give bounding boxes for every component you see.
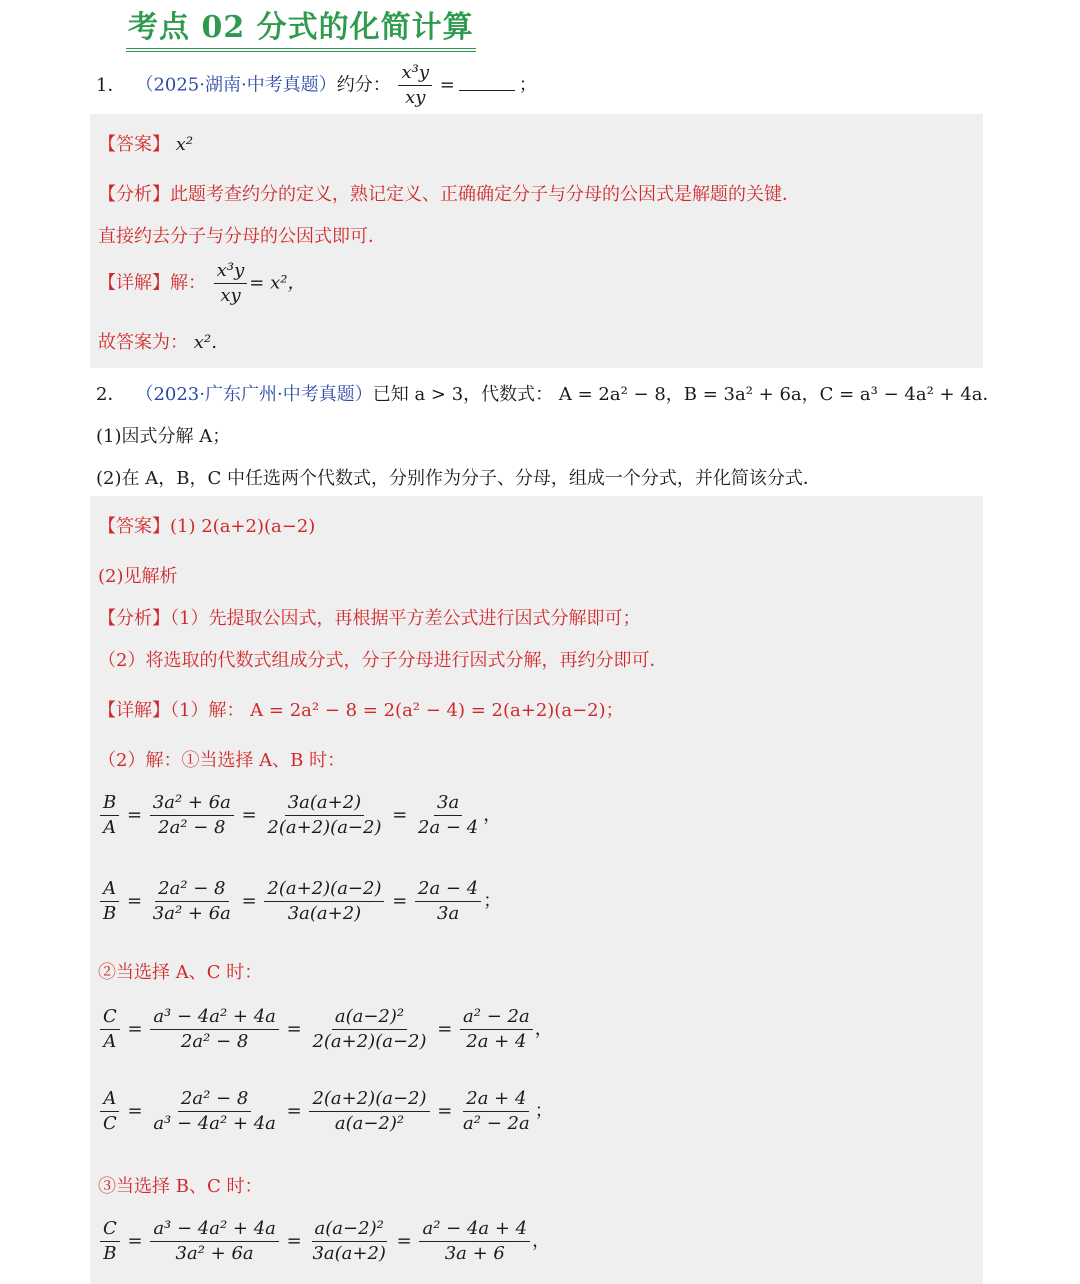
fraction: $\frac{2a - 4}{3a}$ — [415, 878, 481, 925]
analysis-line: 【分析】此题考查约分的定义，熟记定义、正确确定分子与分母的公因式是解题的关键． — [98, 184, 800, 205]
fraction: $\frac{\text{x³y}}{xy}$ — [398, 62, 432, 109]
equals-sign: = — [431, 1018, 459, 1040]
fraction: $\frac{2(a+2)(a-2)}{3a(a+2)}$ — [264, 878, 384, 925]
equals-sign: = — [235, 804, 263, 826]
solution-panel-1 — [90, 114, 983, 368]
equation-a-over-b — [98, 878, 501, 925]
punctuation: ， — [483, 804, 502, 826]
fraction: $\frac{\text{a² − 2a}}{2a + 4}$ — [460, 1006, 533, 1053]
question-source: （2025·湖南·中考真题） — [135, 74, 337, 96]
answer-line: 【答案】(1) 2(a+2)(a−2) — [98, 516, 316, 537]
fraction: $\frac{B}{A}$ — [100, 792, 119, 839]
fraction: $\frac{\text{a² − 4a + 4}}{3a + 6}$ — [419, 1218, 530, 1265]
answer-blank — [459, 76, 515, 91]
equals-sign: = — [121, 1100, 149, 1122]
fraction: $\frac{\text{2a² − 8}}{\text{a³ − 4a² + 4a}}$ — [153, 1088, 276, 1134]
question-stem: 已知 a > 3，代数式： A = 2a² − 8，B = 3a² + 6a，C = a³ − 4a² + 4a． — [372, 384, 1001, 405]
fraction: $\frac{\text{a(a−2)²}}{3a(a+2)}$ — [312, 1218, 386, 1264]
equals-sign: = — [121, 1018, 149, 1040]
equals-sign: = — [235, 890, 263, 912]
detail-line-2: （2）解：①当选择 A、B 时： — [98, 750, 346, 771]
solution-panel-2 — [90, 496, 983, 1284]
part-2: (2)在 A，B，C 中任选两个代数式，分别作为分子、分母，组成一个分式，并化简该分式． — [96, 468, 821, 489]
equals-sign: = — [439, 74, 455, 96]
analysis-line-2: 直接约去分子与分母的公因式即可． — [98, 226, 386, 247]
analysis-line-2: （2）将选取的代数式组成分式，分子分母进行因式分解，再约分即可． — [98, 650, 668, 671]
fraction: $\frac{2(a+2)(a-2)}{\text{a(a−2)²}}$ — [309, 1088, 429, 1135]
equals-sign: = — [121, 1230, 149, 1252]
question-2 — [96, 380, 1001, 406]
page-title: 考点 02 分式的化简计算 — [126, 8, 476, 52]
fraction: $\frac{A}{C}$ — [100, 1088, 120, 1135]
equals-sign: = — [431, 1100, 459, 1122]
detail-line: 【详解】（1）解： A = 2a² − 8 = 2(a² − 4) = 2(a+2)(a−2)； — [98, 700, 624, 721]
punctuation: ； — [483, 890, 502, 912]
equation-c-over-a — [98, 1006, 553, 1053]
equals-sign: = — [390, 1230, 418, 1252]
fraction: $\frac{A}{B}$ — [100, 878, 119, 925]
analysis-line: 【分析】（1）先提取公因式，再根据平方差公式进行因式分解即可； — [98, 608, 641, 629]
fraction: $\frac{\text{a³ − 4a² + 4a}}{\text{3a² + 6a}}$ — [150, 1218, 279, 1265]
part-1: (1)因式分解 A； — [96, 426, 231, 447]
punctuation: ， — [534, 1018, 553, 1040]
punctuation: ， — [532, 1230, 551, 1252]
conclusion-line: 故答案为： x²． — [98, 332, 230, 353]
equals-sign: = — [121, 890, 148, 912]
equals-sign: = — [280, 1100, 308, 1122]
fraction: $\frac{\text{2a² − 8}}{\text{3a² + 6a}}$ — [152, 878, 231, 924]
answer-line-2: (2)见解析 — [98, 566, 178, 587]
fraction: $\frac{\text{3a² + 6a}}{\text{2a² − 8}}$ — [150, 792, 234, 839]
fraction: $\frac{\text{a(a−2)²}}{2(a+2)(a-2)}$ — [312, 1006, 427, 1052]
equals-sign: = — [386, 890, 414, 912]
equals-sign: = — [386, 804, 414, 826]
question-1: 1． （2025·湖南·中考真题）约分： $\frac{\text{x³y}}{xy}$ = ； — [96, 62, 537, 108]
equation-a-over-c — [98, 1088, 553, 1135]
question-number: 1． — [96, 74, 126, 96]
question-number: 2． — [96, 384, 126, 405]
fraction: $\frac{C}{B}$ — [100, 1218, 120, 1265]
fraction: $\frac{\text{a³ − 4a² + 4a}}{\text{2a² − 8}}$ — [150, 1006, 279, 1053]
case-2-heading: ②当选择 A、C 时： — [98, 962, 263, 983]
fraction: $\frac{2a + 4}{\text{a² − 2a}}$ — [463, 1088, 530, 1134]
detail-line: 【详解】解： $\frac{\text{x³y}}{xy}$ = x²， — [98, 260, 306, 306]
fraction: $\frac{3a}{2a - 4}$ — [418, 792, 479, 838]
fraction: $\frac{3a(a+2)}{2(a+2)(a-2)}$ — [267, 792, 382, 838]
question-source: （2023·广东广州·中考真题） — [135, 384, 373, 405]
equals-sign: = — [121, 804, 148, 826]
equals-sign: = — [280, 1230, 308, 1252]
equation-c-over-b — [98, 1218, 550, 1265]
punctuation: ； — [534, 1100, 553, 1122]
equals-sign: = — [280, 1018, 308, 1040]
question-stem: 约分： — [336, 74, 391, 96]
case-3-heading: ③当选择 B、C 时： — [98, 1176, 263, 1197]
equation-b-over-a — [98, 792, 501, 839]
fraction: $\frac{C}{A}$ — [100, 1006, 120, 1053]
answer-line: 【答案】 x² — [98, 134, 194, 155]
